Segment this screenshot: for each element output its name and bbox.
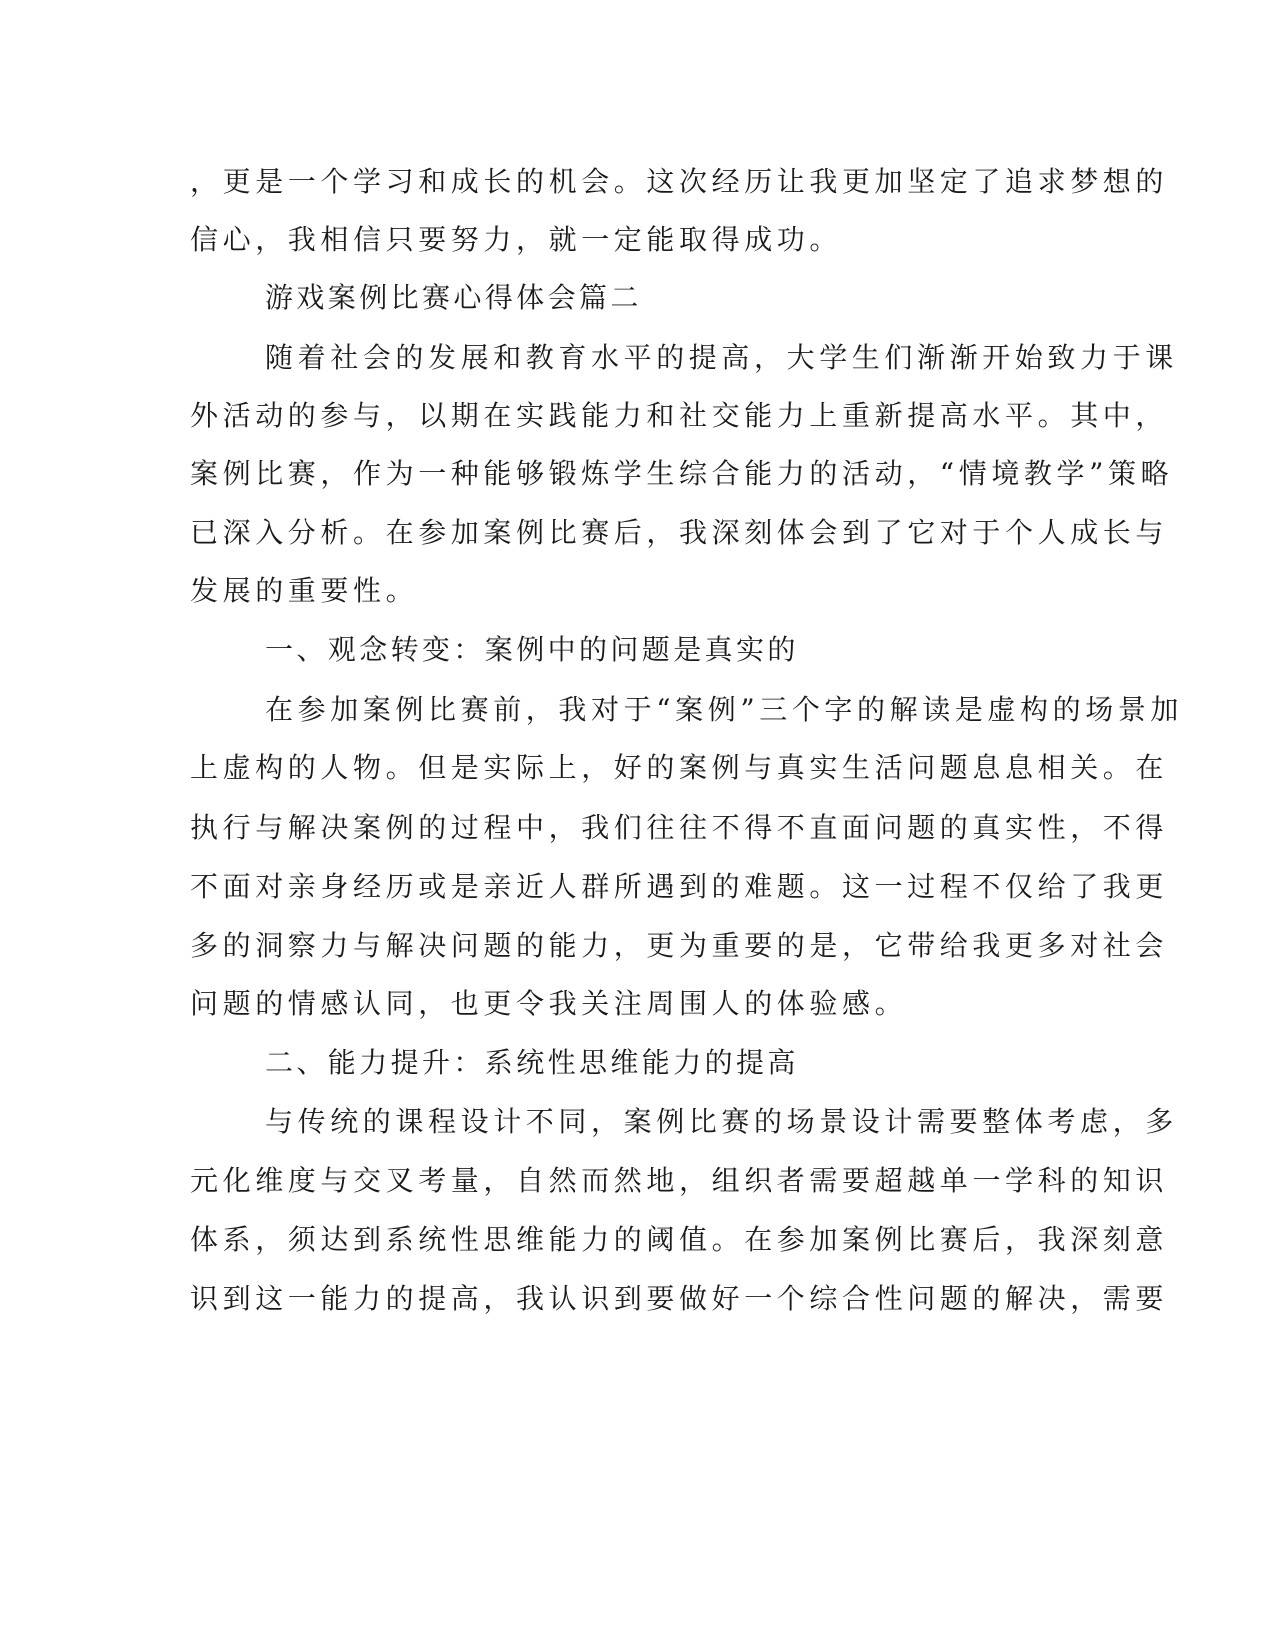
text-line: 体系，须达到系统性思维能力的阈值。在参加案例比赛后，我深刻意 bbox=[190, 1223, 1169, 1256]
paragraph-first-line: 与传统的课程设计不同，案例比赛的场景设计需要整体考虑，多 bbox=[265, 1105, 1178, 1138]
text-line: 发展的重要性。 bbox=[190, 574, 419, 607]
subheading-concept-change: 一、观念转变：案例中的问题是真实的 bbox=[265, 633, 799, 666]
text-line: 问题的情感认同，也更令我关注周围人的体验感。 bbox=[190, 987, 908, 1020]
text-line: 元化维度与交叉考量，自然而然地，组织者需要超越单一学科的知识 bbox=[190, 1164, 1169, 1197]
text-line: 识到这一能力的提高，我认识到要做好一个综合性问题的解决，需要 bbox=[190, 1282, 1169, 1315]
text-line: 不面对亲身经历或是亲近人群所遇到的难题。这一过程不仅给了我更 bbox=[190, 870, 1169, 903]
text-line: 已深入分析。在参加案例比赛后，我深刻体会到了它对于个人成长与 bbox=[190, 516, 1169, 549]
text-line: 外活动的参与，以期在实践能力和社交能力上重新提高水平。其中， bbox=[190, 399, 1169, 432]
text-line: 信心，我相信只要努力，就一定能取得成功。 bbox=[190, 223, 843, 256]
section-title: 游戏案例比赛心得体会篇二 bbox=[265, 281, 642, 314]
paragraph-first-line: 随着社会的发展和教育水平的提高，大学生们渐渐开始致力于课 bbox=[265, 341, 1178, 374]
text-line: ，更是一个学习和成长的机会。这次经历让我更加坚定了追求梦想的 bbox=[190, 165, 1169, 198]
paragraph-first-line: 在参加案例比赛前，我对于“案例”三个字的解读是虚构的场景加 bbox=[265, 693, 1184, 726]
text-line: 执行与解决案例的过程中，我们往往不得不直面问题的真实性，不得 bbox=[190, 811, 1169, 844]
subheading-ability-improvement: 二、能力提升：系统性思维能力的提高 bbox=[265, 1046, 799, 1079]
text-line: 案例比赛，作为一种能够锻炼学生综合能力的活动，“情境教学”策略 bbox=[190, 457, 1174, 490]
text-line: 多的洞察力与解决问题的能力，更为重要的是，它带给我更多对社会 bbox=[190, 929, 1169, 962]
text-line: 上虚构的人物。但是实际上，好的案例与真实生活问题息息相关。在 bbox=[190, 751, 1169, 784]
